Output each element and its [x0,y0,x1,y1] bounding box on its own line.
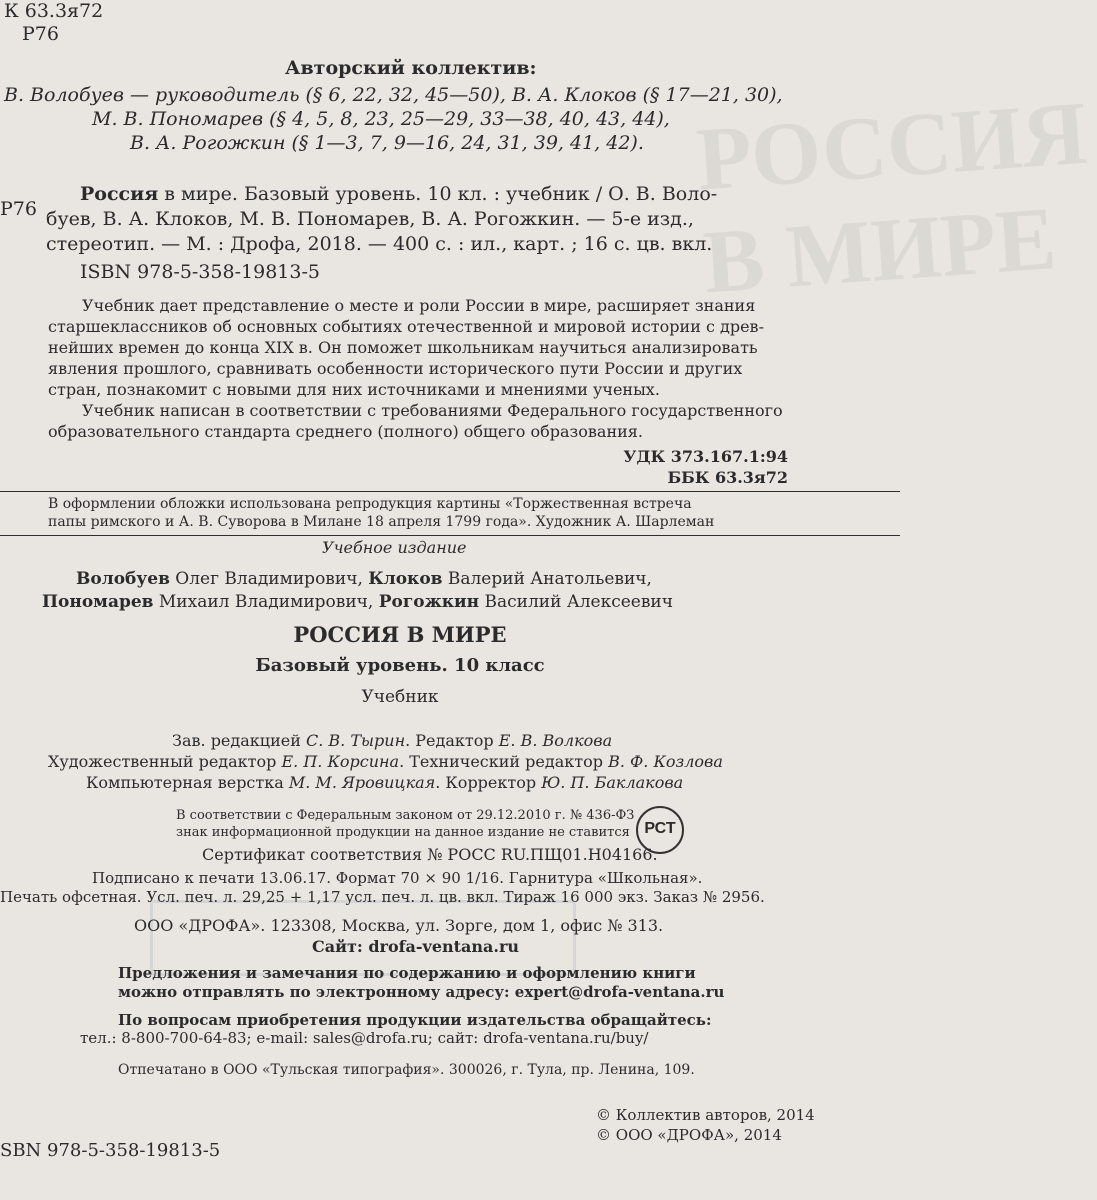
editor-role: . Редактор [405,731,499,750]
editors-line-2 [48,752,723,771]
bib-line-1-rest: в мире. Базовый уровень. 10 кл. : учебник / О. В. Воло- [158,183,718,205]
print-info-line-1: Подписано к печати 13.06.17. Формат 70 × 90 1/16. Гарнитура «Школьная». [92,869,703,887]
editor-name: Е. П. Корсина [281,752,400,771]
book-kind: Учебник [361,687,439,707]
isbn-line: ISBN 978-5-358-19813-5 [80,261,320,283]
annotation-line-6: Учебник написан в соответствии с требованиями Федерального государственного [82,401,783,420]
book-subtitle: Базовый уровень. 10 класс [255,655,545,676]
law-note-line-2: знак информационной продукции на данное издание не ставится [176,825,630,840]
bbk-code-top: К 63.3я72 [4,0,104,22]
author-given-names: Олег Владимирович, [169,569,369,589]
editor-role: Зав. редакцией [172,731,306,750]
authors-line-1: В. Волобуев — руководитель (§ 6, 22, 32, 45—50), В. А. Клоков (§ 17—21, 30), [4,84,783,106]
editors-line-1 [172,731,612,750]
publisher-address: ООО «ДРОФА». 123308, Москва, ул. Зорге, дом 1, офис № 313. [134,916,664,935]
printer-line: Отпечатано в ООО «Тульская типография». 300026, г. Тула, пр. Ленина, 109. [118,1062,695,1078]
bib-line-3: стереотип. — М. : Дрофа, 2018. — 400 с. : ил., карт. ; 16 с. цв. вкл. [46,233,713,255]
cover-note-line-2: папы римского и А. В. Суворова в Милане 18 апреля 1799 года». Художник А. Шарлеман [48,514,715,530]
print-info-line-2: Печать офсетная. Усл. печ. л. 29,25 + 1,17 усл. печ. л. цв. вкл. Тираж 16 000 экз. Заказ № 2956. [0,888,765,906]
seal-label: РСТ [644,820,676,837]
editor-name: С. В. Тырин [305,731,406,750]
annotation-line-2: старшеклассников об основных событиях отечественной и мировой истории с древ- [48,317,764,336]
editor-role: . Технический редактор [399,752,609,771]
divider-1 [0,491,900,492]
bottom-isbn: SBN 978-5-358-19813-5 [0,1140,221,1161]
editor-role: Компьютерная верстка [86,773,289,792]
copyright-line-1: © Коллектив авторов, 2014 [596,1106,815,1124]
editor-name: Е. В. Волкова [498,731,613,750]
editor-name: М. М. Яровицкая [288,773,436,792]
annotation-line-7: образовательного стандарта среднего (полного) общего образования. [48,422,643,441]
bib-line-1 [80,183,717,205]
editor-name: В. Ф. Козлова [608,752,723,771]
editors-line-3 [86,773,683,792]
author-surname: Пономарев [42,592,154,612]
author-surname: Клоков [368,569,443,589]
editor-name: Ю. П. Баклакова [541,773,684,792]
udk-code: УДК 373.167.1:94 [623,447,788,466]
author-names-line-2 [42,592,673,612]
author-given-names: Михаил Владимирович, [153,592,379,612]
editor-role: Художественный редактор [48,752,282,771]
copyright-line-2: © ООО «ДРОФА», 2014 [596,1126,782,1144]
cover-note-line-1: В оформлении обложки использована репродукция картины «Торжественная встреча [48,496,692,512]
bbk-code: ББК 63.3я72 [667,468,788,487]
author-names-line-1 [76,569,652,589]
divider-2 [0,535,900,536]
suggestions-line-2: можно отправлять по электронному адресу: expert@drofa-ventana.ru [118,983,725,1001]
edition-type: Учебное издание [322,538,467,557]
suggestions-line-1: Предложения и замечания по содержанию и оформлению книги [118,964,696,982]
author-mark-side: Р76 [0,198,37,220]
author-given-names: Валерий Анатольевич, [442,569,652,589]
bib-line-2: буев, В. А. Клоков, М. В. Пономарев, В. А. Рогожкин. — 5-е изд., [46,208,694,230]
author-surname: Волобуев [76,569,170,589]
editor-role: . Корректор [435,773,542,792]
authors-line-2: М. В. Пономарев (§ 4, 5, 8, 23, 25—29, 33—38, 40, 43, 44), [92,108,670,130]
certificate-line: Сертификат соответствия № РОСС RU.ПЩ01.Н04166. [202,845,658,864]
bib-title-bold: Россия [80,183,159,205]
sales-line-2: тел.: 8-800-700-64-83; e-mail: sales@drofa.ru; сайт: drofa-ventana.ru/buy/ [80,1029,649,1047]
author-surname: Рогожкин [378,592,480,612]
annotation-line-5: стран, познакомит с новыми для них источниками и мнениями ученых. [48,380,660,399]
author-mark-top: Р76 [22,23,59,45]
annotation-line-4: явления прошлого, сравнивать особенности исторического пути России и других [48,359,743,378]
annotation-line-1: Учебник дает представление о месте и роли России в мире, расширяет знания [82,296,756,315]
law-note-line-1: В соответствии с Федеральным законом от 29.12.2010 г. № 436-ФЗ [176,808,635,823]
annotation-line-3: нейших времен до конца XIX в. Он поможет школьникам научиться анализировать [48,338,758,357]
authors-heading: Авторский коллектив: [285,57,537,79]
show-through-text-decoration: РОССИЯ В МИРЕ [693,83,1090,313]
authors-line-3: В. А. Рогожкин (§ 1—3, 7, 9—16, 24, 31, 39, 41, 42). [130,132,644,154]
publisher-site: Сайт: drofa-ventana.ru [312,937,520,956]
sales-line-1: По вопросам приобретения продукции издательства обращайтесь: [118,1011,712,1029]
book-title: РОССИЯ В МИРЕ [293,622,507,647]
author-given-names: Василий Алексеевич [479,592,673,612]
